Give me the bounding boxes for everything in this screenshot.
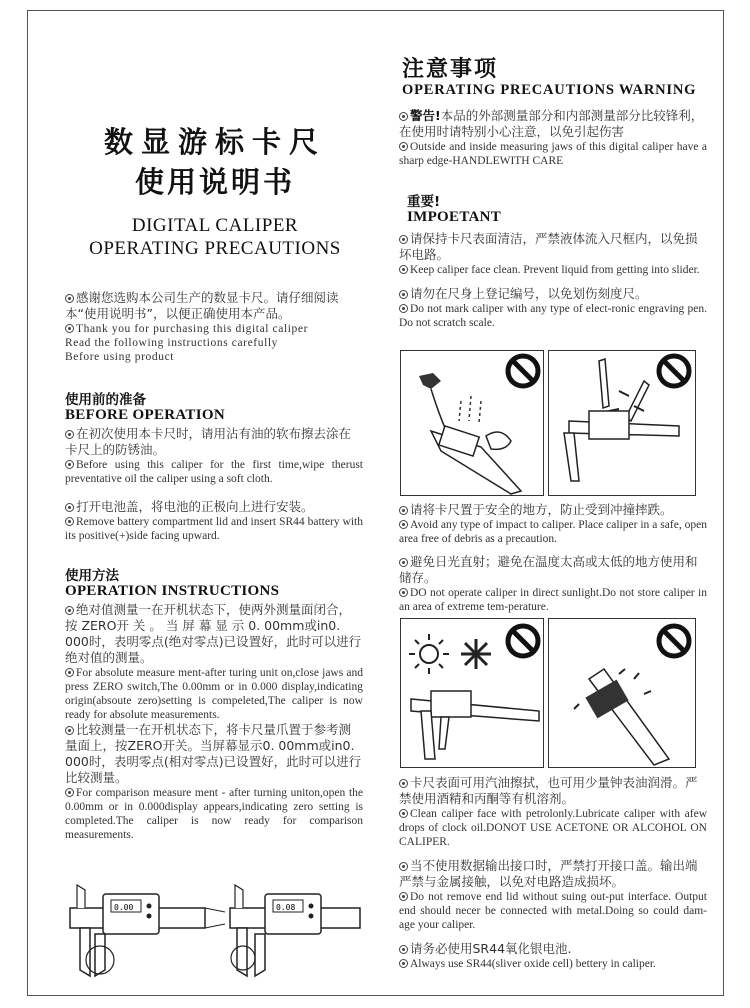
important-1-en: Keep caliper face clean. Prevent liquid from getting into slider.: [399, 263, 707, 277]
important-5-en: Clean caliper face with petrolonly.Lubricate caliper with afew drops of clock oil.DONOT USE ACETONE OR ALCOHOL ON CALIPER.: [399, 808, 707, 848]
figure-no-liquid: [400, 350, 544, 496]
intro-block: [65, 290, 363, 364]
bullet-icon: [65, 503, 74, 512]
bullet-icon: [65, 668, 74, 677]
no-impact-illustration: [549, 619, 695, 767]
warning-block: [399, 108, 707, 168]
warning-heading-en: OPERATING PRECAUTIONS WARNING: [402, 82, 697, 98]
warning-heading-cn: 注意事项: [402, 57, 499, 82]
bullet-icon: [399, 265, 408, 274]
no-liquid-illustration: [401, 351, 543, 495]
display-reading-1: 0.00: [114, 903, 134, 912]
intro-en: Thank you for purchasing this digital caliper Read the following instructions carefully Before using product: [65, 323, 309, 363]
bullet-icon: [399, 520, 408, 529]
important-items-mid: [399, 502, 707, 614]
before-1-cn: 在初次使用本卡尺时，请用沾有油的软布擦去涂在卡尺上的防锈油。: [65, 426, 352, 457]
warning-en: Outside and inside measuring jaws of this digital caliper have a sharp edge-HANDLEWITH CARE: [399, 141, 707, 167]
bullet-icon: [399, 112, 408, 121]
before-2-en: Remove battery compartment lid and insert SR44 battery with its positive(+)side facing upward.: [65, 516, 363, 542]
ops-2-cn: 比较测量一在开机状态下，将卡尺量爪置于参考测量面上，按ZERO开关。当屏幕显示0. 00mm或in0. 000时，表明零点(相对零点)已设置好，此时可以进行比较测量。: [65, 722, 362, 785]
title-cn-2: 使用说明书: [134, 165, 295, 199]
figure-no-sunlight: [400, 618, 544, 768]
important-1-cn: 请保持卡尺表面清洁，严禁液体流入尺框内，以免损坏电路。: [399, 231, 698, 262]
important-4-cn: 避免日光直射；避免在温度太高或太低的地方使用和储存。: [399, 554, 698, 585]
ops-1-en: For absolute measure ment-after turing unit on,close jaws and press ZERO switch,The 0.00mm or in 0.000 display,indicating origin(absoute zero)setting is compeleted,The caliper is now ready for absolute measurements.: [65, 667, 363, 721]
before-2-cn: 打开电池盖，将电池的正极向上进行安装。: [65, 499, 363, 515]
important-2-en: Do not mark caliper with any type of elect-ronic engraving pen. Do not scratch scale.: [399, 303, 707, 329]
important-6-cn: 当不使用数据输出接口时，严禁打开接口盖。输出端严禁与金属接触，以免对电路造成损坏。: [399, 858, 698, 889]
important-4-en: DO not operate caliper in direct sunlight.Do not store caliper in an area of extreme tem-perature.: [399, 587, 707, 613]
bullet-icon: [399, 959, 408, 968]
bullet-icon: [399, 290, 408, 299]
important-3-cn: 请将卡尺置于安全的地方，防止受到冲撞摔跌。: [399, 502, 707, 518]
important-heading-en: IMPOETANT: [407, 209, 502, 225]
bullet-icon: [399, 142, 408, 151]
bullet-icon: [399, 945, 408, 954]
prohibited-icon: [508, 356, 538, 386]
operation-section: [65, 564, 363, 842]
prohibited-icon: [508, 626, 538, 656]
figure-no-impact: [548, 618, 696, 768]
warning-cn: 警告!本品的外部测量部分和内部测量部分比较锋利，在使用时请特别小心注意，以免引起伤害: [399, 108, 704, 139]
before-1-en: Before using this caliper for the first time,wipe therust preventative oil the caliper using a soft cloth.: [65, 459, 363, 485]
no-marking-illustration: [549, 351, 695, 495]
bullet-icon: [65, 430, 74, 439]
figure-no-marking: [548, 350, 696, 496]
prohibited-icon: [659, 626, 689, 656]
ops-heading-en: OPERATION INSTRUCTIONS: [65, 583, 280, 599]
caliper-illustrations: [65, 880, 365, 980]
caliper-reference-figure: [230, 885, 360, 976]
important-5-cn: 卡尺表面可用汽油擦拭，也可用少量钟表油润滑。严禁使用酒精和丙酮等有机溶剂。: [399, 775, 698, 806]
important-items-bottom: [399, 775, 707, 971]
bullet-icon: [65, 788, 74, 797]
before-operation-section: [65, 388, 363, 543]
important-items-top: [399, 231, 707, 330]
bullet-icon: [399, 892, 408, 901]
important-heading-cn: 重要!: [407, 194, 441, 210]
bullet-icon: [399, 779, 408, 788]
snowflake-icon: [461, 639, 491, 669]
warning-header: [402, 52, 712, 99]
important-7-en: Always use SR44(sliver oxide cell) bettery in caliper.: [399, 957, 707, 971]
no-sunlight-illustration: [401, 619, 543, 767]
bullet-icon: [65, 517, 74, 526]
important-2-cn: 请勿在尺身上登记编号，以免划伤刻度尺。: [399, 286, 707, 302]
important-7-cn: 请务必使用SR44氧化银电池.: [399, 941, 707, 957]
bullet-icon: [65, 460, 74, 469]
bullet-icon: [399, 304, 408, 313]
bullet-icon: [399, 235, 408, 244]
title-en-1: DIGITAL CALIPER: [131, 215, 299, 236]
bullet-icon: [399, 809, 408, 818]
caliper-closed-figure: [70, 885, 225, 976]
bullet-icon: [399, 862, 408, 871]
bullet-icon: [399, 588, 408, 597]
display-reading-2: 0.08: [276, 903, 296, 912]
sun-icon: [409, 634, 449, 674]
important-6-en: Do not remove end lid without suing out-put interface. Output end should necer be connected with metal.Doing so could dam-age your caliper.: [399, 891, 707, 931]
prohibited-icon: [659, 356, 689, 386]
bullet-icon: [65, 324, 74, 333]
important-header: [407, 190, 707, 226]
important-3-en: Avoid any type of impact to caliper. Place caliper in a safe, open area free of debris as a precaution.: [399, 519, 707, 545]
bullet-icon: [65, 726, 74, 735]
ops-2-en: For comparison measure ment - after turning uniton,open the 0.00mm or in 0.000display appears,indicating zero setting is completed.The caliper is now ready for comparison measurements.: [65, 787, 363, 841]
intro-cn: 感谢您选购本公司生产的数显卡尺。请仔细阅读本“使用说明书”，以便正确使用本产品。: [65, 290, 339, 321]
before-heading-cn: 使用前的准备: [65, 392, 146, 408]
ops-1-cn: 绝对值测量一在开机状态下，使两外测量面闭合， 按 ZERO开 关 。 当 屏 幕 显 示 0. 00mm或in0. 000时，表明零点(绝对零点)已设置好，此时可以进行绝对值的测量。: [65, 602, 362, 665]
bullet-icon: [65, 606, 74, 615]
title-en-2: OPERATING PRECAUTIONS: [89, 238, 341, 259]
ops-heading-cn: 使用方法: [65, 568, 119, 584]
bullet-icon: [65, 294, 74, 303]
bullet-icon: [399, 506, 408, 515]
bullet-icon: [399, 558, 408, 567]
before-heading-en: BEFORE OPERATION: [65, 407, 225, 423]
title-cn-1: 数显游标卡尺: [103, 125, 326, 159]
